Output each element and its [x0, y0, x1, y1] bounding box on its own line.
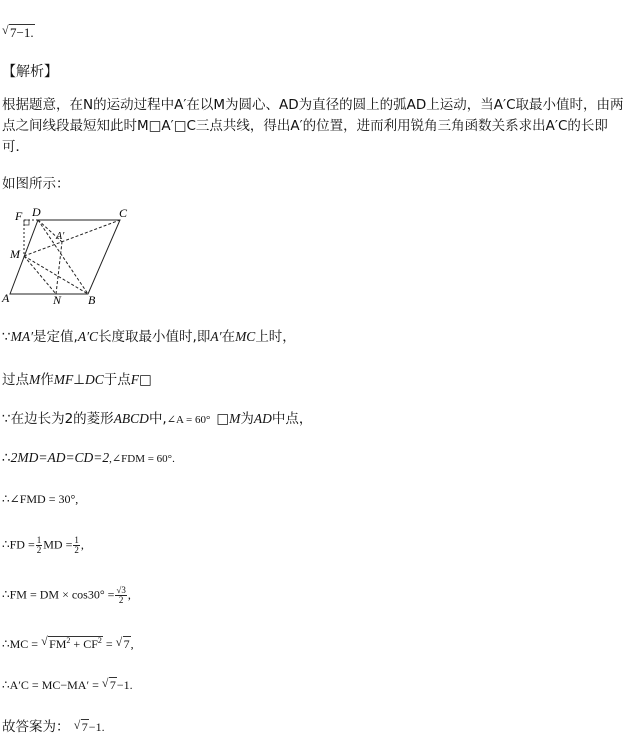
step-2-m: M — [29, 372, 41, 387]
step-6 — [2, 536, 84, 555]
fraction-root3-over-2: $\frac{√3}{2}$ — [116, 585, 126, 605]
step-3-end: 中点， — [271, 411, 313, 427]
label-c: C — [119, 206, 128, 220]
step-7-pre: ∴FM = DM × cos30° = — [2, 587, 115, 602]
sqrt-sign: √ 7 — [115, 635, 130, 651]
step-2-mid1: 作 — [40, 372, 54, 388]
label-a-prime: A′ — [56, 231, 65, 242]
step-2-f: F — [130, 372, 140, 387]
step-1 — [2, 325, 296, 345]
step-1-end: 上时， — [255, 329, 296, 345]
step-1-mid3: 在 — [221, 329, 236, 345]
segment-na — [56, 242, 62, 294]
step-9-pre: ∴A′C = MC−MA′ = — [2, 678, 99, 692]
section-title: 【解析】 — [2, 64, 58, 80]
step-3-mid1: 中, — [148, 411, 167, 427]
step-1-ma: MA′ — [10, 329, 34, 344]
fraction-half: $\frac{1}{2}$ — [36, 535, 42, 555]
sqrt-sign: √ $FM^2 + CF^2$ — [41, 634, 102, 651]
final-answer-pre: 故答案为： — [2, 719, 70, 735]
segment-mb — [24, 256, 88, 294]
step-8 — [2, 636, 134, 652]
step-8-end: , — [130, 637, 134, 651]
step-3-abcd: ABCD — [113, 411, 149, 426]
rhombus-figure — [0, 206, 140, 311]
label-n: N — [53, 293, 62, 307]
step-8-eq: = — [102, 637, 113, 651]
step-5: ∴∠FMD = 30°, — [2, 492, 79, 506]
step-3-m: M — [229, 411, 241, 426]
step-6-mid: MD = — [43, 537, 73, 552]
sqrt-sign: √ 7 — [73, 718, 88, 734]
sqrt-sign: √ 7−1. — [2, 23, 34, 40]
sqrt-sign: √ 7 — [101, 676, 116, 692]
right-angle-mark — [24, 220, 29, 225]
step-3-ad: AD — [253, 411, 272, 426]
step-4 — [2, 450, 175, 466]
step-7 — [2, 586, 131, 605]
step-4-tail: ,∠FDM = 60°. — [109, 453, 175, 465]
step-8-pre: ∴MC = — [2, 637, 39, 651]
step-1-pre: ∵ — [2, 329, 11, 345]
step-4-expr: 2MD=AD=CD=2 — [10, 450, 110, 465]
figure-caption: 如图所示： — [2, 176, 70, 192]
label-d: D — [32, 206, 41, 219]
step-1-a2: A′ — [210, 329, 222, 344]
step-9-end: −1. — [116, 678, 133, 692]
step-2-mid2: 于点 — [103, 372, 131, 388]
top-answer — [2, 25, 35, 41]
step-2-pre: 过点 — [2, 372, 29, 388]
step-3-sep: □ — [216, 411, 230, 427]
label-m: M — [10, 247, 20, 261]
step-1-mid1: 是定值, — [33, 329, 78, 345]
step-7-end: , — [127, 587, 131, 602]
segment-mc — [24, 220, 120, 256]
label-b: B — [88, 293, 96, 307]
final-answer-end: −1. — [88, 720, 105, 734]
step-3 — [2, 407, 312, 427]
step-2-perp: ⊥ — [73, 372, 86, 388]
label-f: F — [15, 209, 23, 223]
final-answer — [2, 715, 105, 735]
step-2-end: □ — [139, 372, 152, 388]
step-1-ac: A′C — [77, 329, 99, 344]
segment-mn — [24, 256, 56, 294]
label-a: A — [2, 291, 10, 305]
step-3-pre: ∵在边长为2的菱形 — [2, 411, 114, 427]
step-3-mid2: 为 — [240, 411, 254, 427]
step-1-mid2: 长度取最小值时,即 — [98, 329, 211, 345]
step-1-mc: MC — [235, 329, 256, 344]
step-3-angle: ∠A = 60° — [166, 414, 211, 426]
step-2-dc: DC — [85, 372, 104, 387]
step-2-mf: MF — [53, 372, 74, 387]
fraction-half-2: $\frac{1}{2}$ — [74, 535, 79, 555]
step-9 — [2, 678, 133, 693]
step-6-end: , — [80, 537, 84, 552]
step-2 — [2, 368, 152, 388]
step-4-pre: ∴ — [2, 450, 11, 466]
step-6-pre: ∴FD = — [2, 537, 35, 552]
analysis-paragraph: 根据题意，在N的运动过程中A′在以M为圆心、AD为直径的圆上的弧AD上运动，当A′C取最小值时，由两点之间线段最短知此时M□A′□C三点共线，得出A′的位置，进而利用锐角三角函数关系求出A′C的长即可． — [2, 97, 624, 155]
